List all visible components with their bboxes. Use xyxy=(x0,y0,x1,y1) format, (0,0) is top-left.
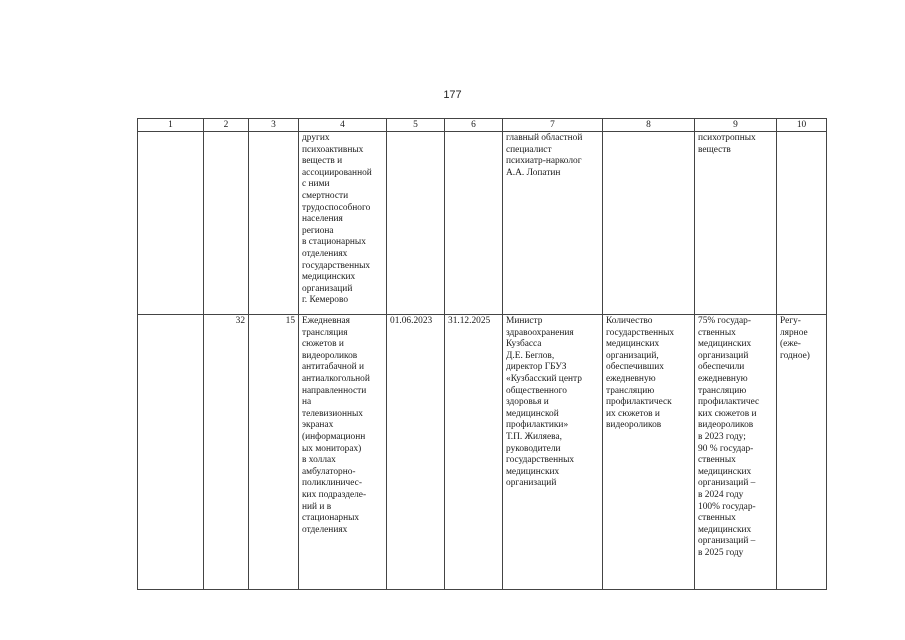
column-number: 5 xyxy=(387,119,445,132)
periodicity-cell: Регу- лярное (еже- годное) xyxy=(777,315,827,590)
table-row xyxy=(138,315,827,590)
measures-table xyxy=(137,118,827,590)
column-number: 4 xyxy=(299,119,387,132)
indicator-cell: Количество государственных медицинских организаций, обеспечивших ежедневную трансляцию профилактическ их сюжетов и видеороликов xyxy=(603,315,695,590)
table-cell xyxy=(138,132,204,315)
responsible-cell: Министр здравоохранения Кузбасса Д.Е. Беглов, директор ГБУЗ «Кузбасский центр общественного здоровья и медицинской профилактики» Т.П. Жиляева, руководители государственных медицинских организаций xyxy=(503,315,603,590)
column-number: 2 xyxy=(204,119,249,132)
measure-description-cell: Ежедневная трансляция сюжетов и видеороликов антитабачной и антиалкогольной направленности на телевизионных экранах (информационн ых мониторах) в холлах амбулаторно- поликлиничес- ких подразделе- ний и в стационарных отделениях xyxy=(299,315,387,590)
column-number: 1 xyxy=(138,119,204,132)
end-date-cell: 31.12.2025 xyxy=(445,315,503,590)
row-number-cell: 32 xyxy=(204,315,249,590)
end-date-cell xyxy=(445,132,503,315)
column-number: 9 xyxy=(695,119,777,132)
table-cell xyxy=(138,315,204,590)
column-number-row xyxy=(138,119,827,132)
start-date-cell: 01.06.2023 xyxy=(387,315,445,590)
result-cell: психотропных веществ xyxy=(695,132,777,315)
table-row xyxy=(138,132,827,315)
periodicity-cell xyxy=(777,132,827,315)
result-cell: 75% государ- ственных медицинских организаций обеспечили ежедневную трансляцию профилактичес ких сюжетов и видеороликов в 2023 году; 90 % государ- ственных медицинских организаций – в 2024 году 100% государ- ственных медицинских организаций – в 2025 году xyxy=(695,315,777,590)
table-cell xyxy=(204,132,249,315)
table-cell xyxy=(249,132,299,315)
column-number: 8 xyxy=(603,119,695,132)
item-number-cell: 15 xyxy=(249,315,299,590)
column-number: 3 xyxy=(249,119,299,132)
column-number: 7 xyxy=(503,119,603,132)
responsible-cell: главный областной специалист психиатр-нарколог А.А. Лопатин xyxy=(503,132,603,315)
column-number: 10 xyxy=(777,119,827,132)
page-number: 177 xyxy=(443,89,462,101)
measure-description-cell: других психоактивных веществ и ассоциированной с ними смертности трудоспособного населения региона в стационарных отделениях государственных медицинских организаций г. Кемерово xyxy=(299,132,387,315)
indicator-cell xyxy=(603,132,695,315)
start-date-cell xyxy=(387,132,445,315)
column-number: 6 xyxy=(445,119,503,132)
